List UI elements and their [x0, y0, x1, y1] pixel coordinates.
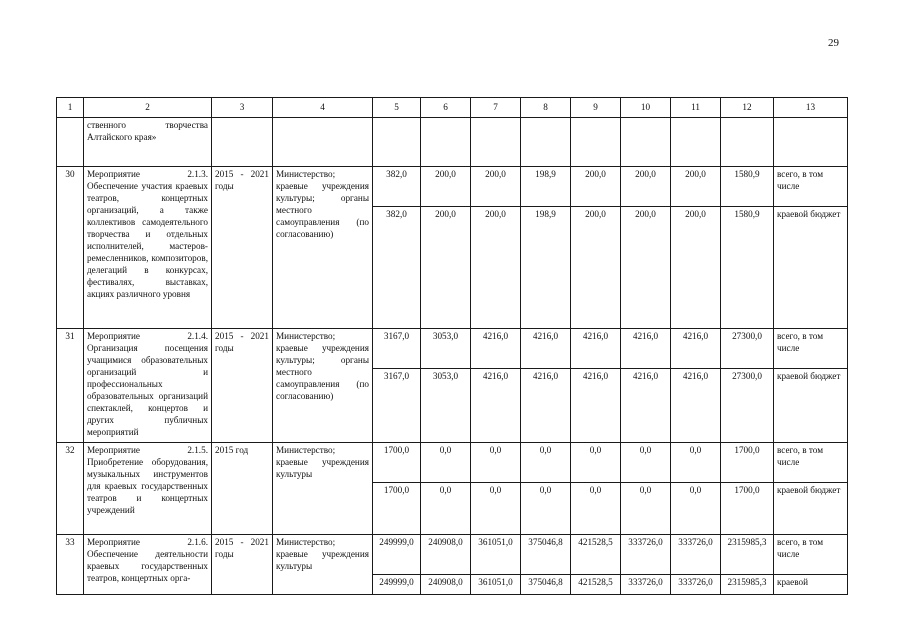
row-number: 33 — [57, 535, 84, 595]
funding-value: 382,0 — [373, 167, 421, 207]
funding-value: 1700,0 — [721, 443, 774, 483]
funding-value: 333726,0 — [621, 535, 671, 575]
column-header: 10 — [621, 98, 671, 118]
event-period: 2015 - 2021 годы — [212, 167, 273, 329]
funding-value: 3053,0 — [421, 329, 471, 369]
funding-value: 0,0 — [421, 443, 471, 483]
funding-value: 1700,0 — [721, 483, 774, 535]
event-executor: Министерство; краевые учреждения культуры — [273, 535, 373, 595]
funding-value: 0,0 — [521, 443, 571, 483]
row-number: 30 — [57, 167, 84, 329]
funding-value: 200,0 — [421, 167, 471, 207]
row-number: 32 — [57, 443, 84, 535]
event-period: 2015 - 2021 годы — [212, 329, 273, 443]
funding-value: 200,0 — [671, 207, 721, 329]
funding-source: всего, в том числе — [774, 535, 848, 575]
column-header: 6 — [421, 98, 471, 118]
funding-value: 4216,0 — [671, 329, 721, 369]
funding-value: 421528,5 — [571, 575, 621, 595]
funding-value: 249999,0 — [373, 535, 421, 575]
funding-value: 0,0 — [671, 443, 721, 483]
column-header: 1 — [57, 98, 84, 118]
funding-value: 4216,0 — [671, 369, 721, 443]
funding-value: 200,0 — [421, 207, 471, 329]
table-row — [57, 443, 848, 483]
funding-value: 361051,0 — [471, 575, 521, 595]
column-header: 2 — [84, 98, 212, 118]
funding-value: 0,0 — [571, 483, 621, 535]
funding-value: 4216,0 — [571, 369, 621, 443]
funding-value: 198,9 — [521, 167, 571, 207]
column-header: 8 — [521, 98, 571, 118]
table-header-row — [57, 98, 848, 118]
funding-value: 4216,0 — [471, 329, 521, 369]
event-description: Мероприятие 2.1.3. Обеспечение участия краевых театров, концертных организаций, а также коллективов самодеятельного творчества и отдельных исполнителей, мастеров-ремесленников, композиторов, делегаций в конкурсах, фестивалях, выставках, акциях различного уровня — [84, 167, 212, 329]
funding-source: всего, в том числе — [774, 167, 848, 207]
funding-value: 249999,0 — [373, 575, 421, 595]
page-number: 29 — [828, 37, 839, 49]
funding-value: 0,0 — [421, 483, 471, 535]
table-row — [57, 535, 848, 575]
funding-value: 198,9 — [521, 207, 571, 329]
budget-table — [56, 97, 848, 595]
funding-value: 0,0 — [471, 483, 521, 535]
funding-value: 4216,0 — [521, 329, 571, 369]
funding-value: 0,0 — [571, 443, 621, 483]
funding-value: 27300,0 — [721, 369, 774, 443]
funding-value: 421528,5 — [571, 535, 621, 575]
funding-source: краевой бюджет — [774, 207, 848, 329]
column-header: 9 — [571, 98, 621, 118]
funding-value: 240908,0 — [421, 535, 471, 575]
funding-value: 1700,0 — [373, 443, 421, 483]
event-period: 2015 год — [212, 443, 273, 535]
funding-value: 3053,0 — [421, 369, 471, 443]
funding-value: 4216,0 — [621, 369, 671, 443]
funding-value: 0,0 — [621, 483, 671, 535]
event-executor: Министерство; краевые учреждения культуры; органы местного самоуправления (по согласованию) — [273, 167, 373, 329]
funding-source: всего, в том числе — [774, 329, 848, 369]
funding-value: 375046,8 — [521, 575, 571, 595]
funding-value: 27300,0 — [721, 329, 774, 369]
funding-value: 2315985,3 — [721, 575, 774, 595]
funding-value: 375046,8 — [521, 535, 571, 575]
table-row — [57, 167, 848, 207]
funding-source: краевой — [774, 575, 848, 595]
column-header: 3 — [212, 98, 273, 118]
column-header: 12 — [721, 98, 774, 118]
event-executor: Министерство; краевые учреждения культуры; органы местного самоуправления (по согласованию) — [273, 329, 373, 443]
funding-value: 0,0 — [621, 443, 671, 483]
column-header: 7 — [471, 98, 521, 118]
funding-value: 2315985,3 — [721, 535, 774, 575]
funding-value: 200,0 — [621, 167, 671, 207]
column-header: 4 — [273, 98, 373, 118]
table-row-continuation — [57, 118, 848, 167]
funding-source: всего, в том числе — [774, 443, 848, 483]
funding-value: 200,0 — [471, 207, 521, 329]
funding-value: 3167,0 — [373, 369, 421, 443]
funding-value: 200,0 — [471, 167, 521, 207]
funding-value: 0,0 — [521, 483, 571, 535]
funding-value: 200,0 — [621, 207, 671, 329]
funding-source: краевой бюджет — [774, 483, 848, 535]
funding-value: 361051,0 — [471, 535, 521, 575]
funding-value: 0,0 — [471, 443, 521, 483]
funding-value: 333726,0 — [671, 535, 721, 575]
funding-value: 0,0 — [671, 483, 721, 535]
event-description: Мероприятие 2.1.5. Приобретение оборудования, музыкальных инструментов для краевых государственных театров и концертных учреждений — [84, 443, 212, 535]
funding-value: 4216,0 — [471, 369, 521, 443]
funding-value: 200,0 — [571, 167, 621, 207]
row-number: 31 — [57, 329, 84, 443]
event-description: Мероприятие 2.1.4. Организация посещения учащимися образовательных организаций и профессиональных образовательных организаций спектаклей, концертов и других публичных мероприятий — [84, 329, 212, 443]
funding-value: 333726,0 — [671, 575, 721, 595]
funding-value: 4216,0 — [621, 329, 671, 369]
column-header: 5 — [373, 98, 421, 118]
funding-value: 1580,9 — [721, 167, 774, 207]
funding-value: 4216,0 — [571, 329, 621, 369]
funding-value: 4216,0 — [521, 369, 571, 443]
funding-value: 382,0 — [373, 207, 421, 329]
event-executor: Министерство; краевые учреждения культуры — [273, 443, 373, 535]
column-header: 11 — [671, 98, 721, 118]
funding-value: 200,0 — [671, 167, 721, 207]
event-description: Мероприятие 2.1.6. Обеспечение деятельности краевых государственных театров, концертных орга- — [84, 535, 212, 595]
table-row — [57, 329, 848, 369]
funding-value: 333726,0 — [621, 575, 671, 595]
funding-value: 200,0 — [571, 207, 621, 329]
funding-source: краевой бюджет — [774, 369, 848, 443]
funding-value: 240908,0 — [421, 575, 471, 595]
continuation-text: ственного творчества Алтайского края» — [84, 118, 212, 167]
column-header: 13 — [774, 98, 848, 118]
funding-value: 1580,9 — [721, 207, 774, 329]
event-period: 2015 - 2021 годы — [212, 535, 273, 595]
funding-value: 1700,0 — [373, 483, 421, 535]
funding-value: 3167,0 — [373, 329, 421, 369]
